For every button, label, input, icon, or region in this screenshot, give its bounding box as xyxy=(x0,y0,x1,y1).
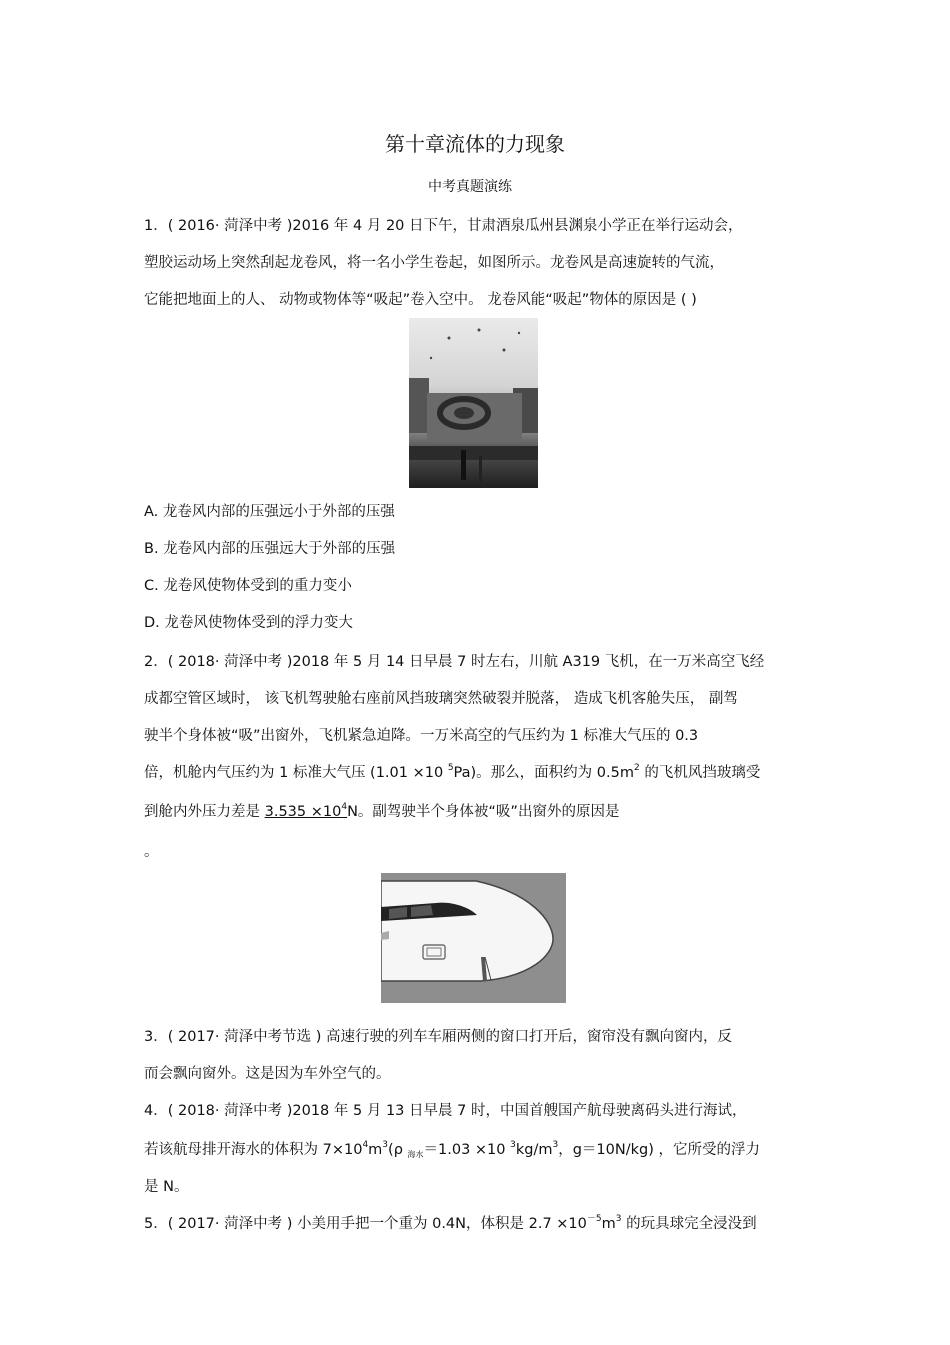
q4-line-2-text-b: m xyxy=(368,1142,383,1158)
q3-line-1: 3．( 2017· 菏泽中考节选 ) 高速行驶的列车车厢两侧的窗口打开后，窗帘没有飘向窗内，反 xyxy=(144,1029,732,1045)
q5-line-1-text-c: 的玩具球完全浸没到 xyxy=(621,1216,757,1232)
q2-line-4-text-c: 的飞机风挡玻璃受 xyxy=(639,765,761,781)
q1-line-3: 它能把地面上的人、 动物或物体等“吸起”卷入空中。 龙卷风能“吸起”物体的原因是 ( ) xyxy=(144,292,697,308)
q4-line-2-text-d: ＝1.03 ×10 xyxy=(423,1142,511,1158)
airplane-nose-photo xyxy=(381,873,566,1003)
q4-line-2-text-f: ，g＝10N/kg) ，它所受的浮力 xyxy=(558,1142,760,1158)
q1-line-1: 1．( 2016· 菏泽中考 )2016 年 4 月 20 日下午，甘肃酒泉瓜州县渊泉小学正在举行运动会， xyxy=(144,218,743,234)
q3-line-2: 而会飘向窗外。这是因为车外空气的。 xyxy=(144,1066,391,1082)
q5-exponent-2: 3 xyxy=(615,1214,622,1224)
q4-line-2 xyxy=(144,1138,760,1159)
q1-option-c: C. 龙卷风使物体受到的重力变小 xyxy=(144,578,352,594)
q5-line-1 xyxy=(144,1212,757,1233)
q4-line-2-text-c: (ρ xyxy=(388,1142,408,1158)
q1-option-b: B. 龙卷风内部的压强远大于外部的压强 xyxy=(144,541,396,557)
q2-line-6: 。 xyxy=(144,844,159,860)
q2-line-4-text-a: 倍，机舱内气压约为 1 标准大气压 (1.01 ×10 xyxy=(144,765,448,781)
q4-exponent-4: 3 xyxy=(552,1140,559,1150)
q4-line-3: 是 N。 xyxy=(144,1179,189,1195)
q4-line-2-text-e: kg/m xyxy=(515,1142,553,1158)
q1-option-a: A. 龙卷风内部的压强远小于外部的压强 xyxy=(144,504,395,520)
q1-line-2: 塑胶运动场上突然刮起龙卷风，将一名小学生卷起，如图所示。龙卷风是高速旋转的气流， xyxy=(144,255,724,271)
q2-line-5 xyxy=(144,800,619,821)
q4-exponent-3: 3 xyxy=(510,1140,516,1150)
q2-line-5-text-a: 到舱内外压力差是 xyxy=(144,804,265,820)
tornado-photo xyxy=(409,318,538,488)
q1-option-d: D. 龙卷风使物体受到的浮力变大 xyxy=(144,615,353,631)
q2-line-1: 2．( 2018· 菏泽中考 )2018 年 5 月 14 日早晨 7 时左右，川航 A319 飞机，在一万米高空飞经 xyxy=(144,654,765,670)
page-title: 第十章流体的力现象 xyxy=(385,132,565,156)
q2-exponent-1: 5 xyxy=(447,763,454,773)
q2-answer xyxy=(265,804,347,820)
q2-answer-exponent: 4 xyxy=(341,802,348,812)
q4-line-1: 4．( 2018· 菏泽中考 )2018 年 5 月 13 日早晨 7 时，中国首艘国产航母驶离码头进行海试， xyxy=(144,1103,747,1119)
q5-exponent-1: －5 xyxy=(586,1214,602,1224)
q2-line-5-text-b: N。副驾驶半个身体被“吸”出窗外的原因是 xyxy=(347,804,620,820)
q2-line-4-text-b: Pa)。那么，面积约为 0.5m xyxy=(453,765,634,781)
q2-line-4 xyxy=(144,761,760,782)
q2-answer-value: 3.535 ×10 xyxy=(264,804,342,820)
q2-line-3: 驶半个身体被“吸”出窗外，飞机紧急迫降。一万米高空的气压约为 1 标准大气压的 0.3 xyxy=(144,728,699,744)
q4-line-2-text-a: 若该航母排开海水的体积为 7×10 xyxy=(144,1142,363,1158)
section-subtitle: 中考真题演练 xyxy=(428,179,512,195)
q4-exponent-2: 3 xyxy=(382,1140,389,1150)
q2-exponent-2: 2 xyxy=(633,763,640,773)
q5-line-1-text-b: m xyxy=(601,1216,616,1232)
q2-line-2: 成都空管区域时， 该飞机驾驶舱右座前风挡玻璃突然破裂并脱落， 造成飞机客舱失压， 副驾 xyxy=(144,691,738,707)
q5-line-1-text-a: 5．( 2017· 菏泽中考 ) 小美用手把一个重为 0.4N，体积是 2.7 ×10 xyxy=(144,1216,587,1232)
q4-subscript: 海水 xyxy=(407,1150,424,1159)
q4-exponent-1: 4 xyxy=(362,1140,369,1150)
